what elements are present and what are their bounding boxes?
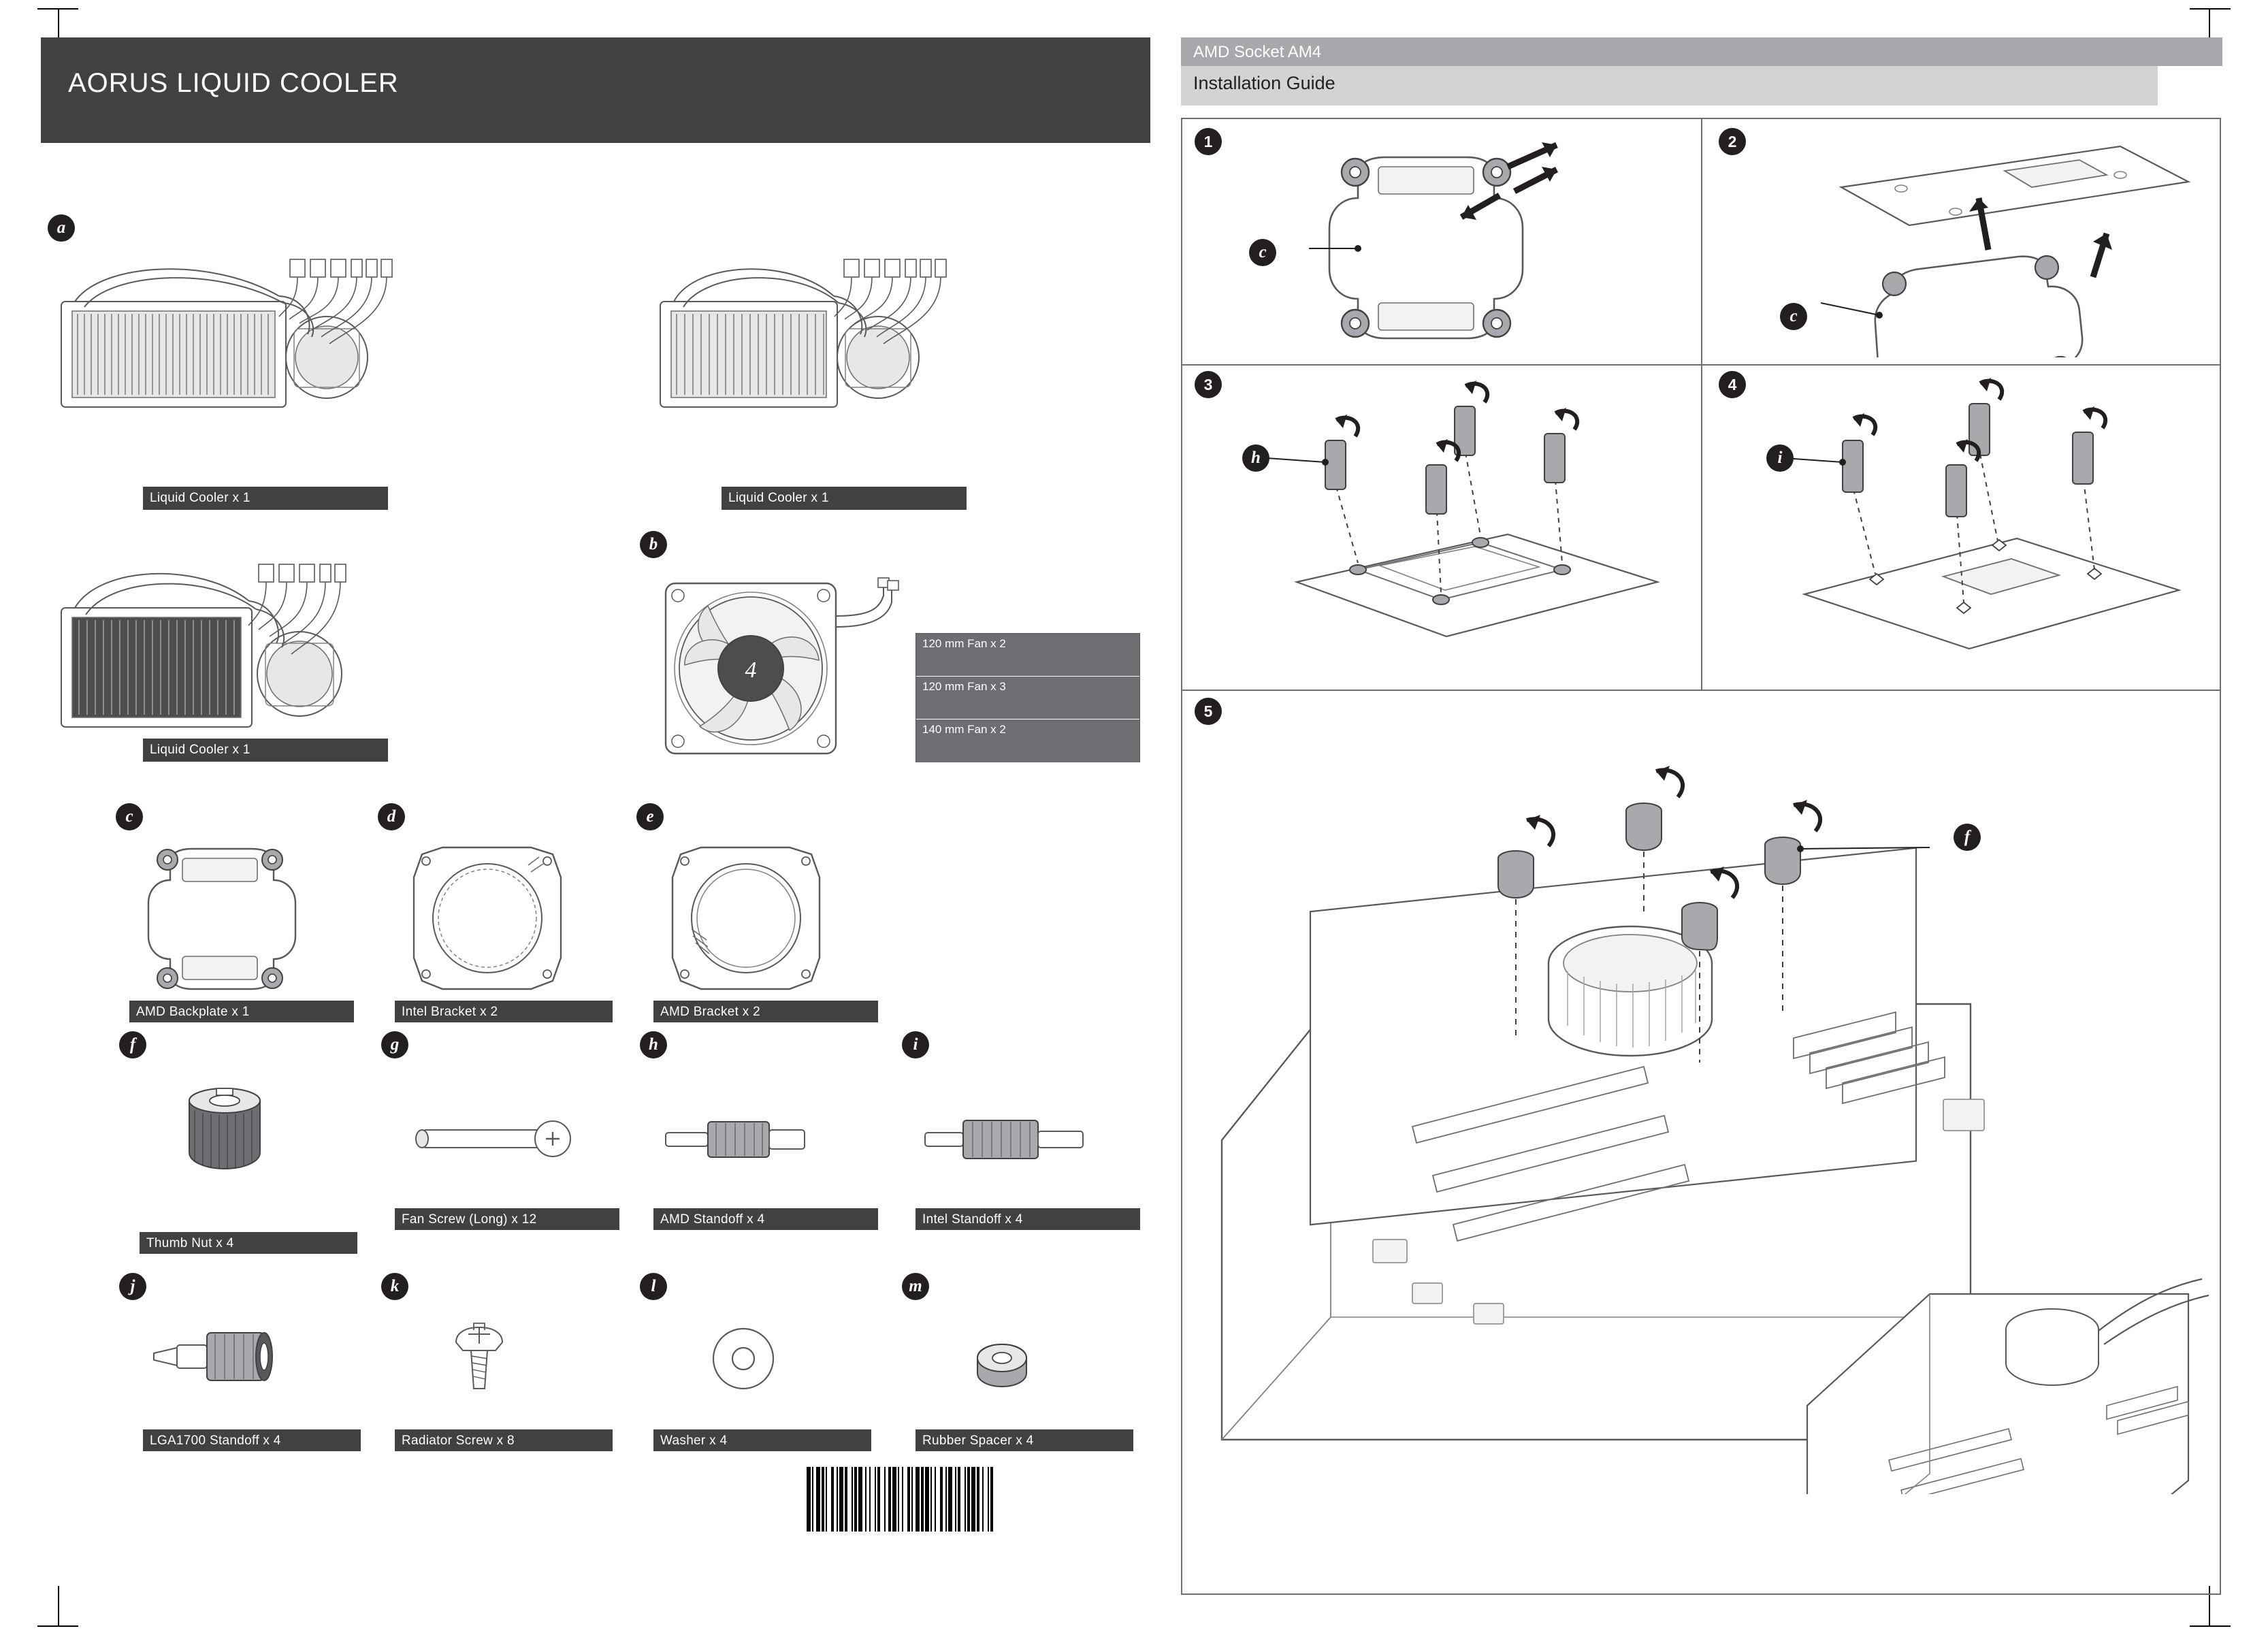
part-badge-h: h: [640, 1031, 667, 1058]
right-header-bar-top: [1181, 37, 2222, 66]
rubber-spacer-illustration: [953, 1317, 1089, 1406]
part-caption-m: Rubber Spacer x 4: [916, 1429, 1133, 1451]
amd-backplate-illustration: [129, 841, 340, 997]
part-badge-m: m: [902, 1273, 929, 1300]
step1-illustration: [1222, 133, 1698, 357]
part-caption-l: Washer x 4: [653, 1429, 871, 1451]
manual-title-bar: [41, 37, 1150, 143]
part-caption-i: Intel Standoff x 4: [916, 1208, 1140, 1230]
part-caption-a: Liquid Cooler x 1: [143, 487, 388, 510]
step-badge-2: 2: [1719, 128, 1746, 155]
part-badge-c: c: [116, 803, 143, 830]
part-caption-g: Fan Screw (Long) x 12: [395, 1208, 619, 1230]
step-badge-5: 5: [1195, 698, 1222, 725]
step-badge-3: 3: [1195, 371, 1222, 398]
barcode: [807, 1467, 1113, 1532]
installation-steps-panel: [1181, 37, 2229, 1596]
divider-horizontal: [1182, 364, 1701, 366]
part-badge-k: k: [381, 1273, 408, 1300]
amd-bracket-illustration: [653, 841, 858, 997]
intel-bracket-illustration: [395, 841, 592, 997]
svg-text:4: 4: [745, 658, 757, 683]
part-caption-f: Thumb Nut x 4: [140, 1232, 357, 1254]
crop-mark: [2190, 1625, 2231, 1627]
right-header-secondary: AMD Socket AM4: [1193, 43, 1322, 61]
part-badge-a: a: [48, 214, 75, 242]
fan-illustration: [653, 575, 912, 773]
lga1700-standoff-illustration: [143, 1314, 340, 1402]
part-caption-j: LGA1700 Standoff x 4: [143, 1429, 361, 1451]
part-caption-c: AMD Backplate x 1: [129, 1001, 354, 1022]
part-caption-h: AMD Standoff x 4: [653, 1208, 878, 1230]
thumb-nut-illustration: [163, 1072, 299, 1195]
part-caption-a3: Liquid Cooler x 1: [143, 739, 388, 762]
parts-list-panel: [41, 37, 1157, 1596]
part-badge-d: d: [378, 803, 405, 830]
step4-part-badge-i: i: [1766, 444, 1794, 472]
step5-illustration: [1208, 718, 2216, 1494]
crop-mark: [2190, 8, 2231, 10]
step-badge-4: 4: [1719, 371, 1746, 398]
part-caption-e: AMD Bracket x 2: [653, 1001, 878, 1022]
part-badge-g: g: [381, 1031, 408, 1058]
part-badge-i: i: [902, 1031, 929, 1058]
step5-part-badge-f: f: [1954, 824, 1981, 851]
part-badge-b: b: [640, 531, 667, 558]
washer-illustration: [694, 1314, 830, 1402]
fan-spec-row: 140 mm Fan x 2: [916, 719, 1139, 762]
cooler-illustration-2: [653, 248, 1075, 446]
part-badge-f: f: [119, 1031, 146, 1058]
part-badge-l: l: [640, 1273, 667, 1300]
step3-illustration: [1222, 378, 1698, 677]
fan-spec-row: 120 mm Fan x 2: [916, 634, 1139, 677]
divider-horizontal: [1702, 364, 2220, 366]
step2-part-badge-c: c: [1780, 303, 1807, 330]
step4-illustration: [1739, 378, 2216, 677]
divider-vertical: [1701, 119, 1702, 691]
radiator-screw-illustration: [436, 1314, 572, 1402]
part-badge-j: j: [119, 1273, 146, 1300]
amd-standoff-illustration: [653, 1103, 851, 1184]
cooler-illustration-3: [54, 555, 497, 759]
cooler-illustration-1: [54, 248, 490, 446]
long-screw-illustration: [395, 1103, 592, 1184]
part-caption-d: Intel Bracket x 2: [395, 1001, 613, 1022]
manual-title: AORUS LIQUID COOLER: [68, 68, 399, 98]
fan-spec-row: 120 mm Fan x 3: [916, 677, 1139, 719]
step3-part-badge-h: h: [1242, 444, 1269, 472]
part-caption-a2: Liquid Cooler x 1: [722, 487, 967, 510]
fan-spec-table: [916, 633, 1140, 762]
step1-part-badge-c: c: [1249, 239, 1276, 266]
part-badge-e: e: [636, 803, 664, 830]
step2-illustration: [1739, 133, 2216, 357]
right-header-primary: Installation Guide: [1193, 73, 1335, 93]
part-caption-k: Radiator Screw x 8: [395, 1429, 613, 1451]
step-badge-1: 1: [1195, 128, 1222, 155]
intel-standoff-illustration: [916, 1103, 1113, 1184]
divider-horizontal: [1182, 690, 2220, 691]
